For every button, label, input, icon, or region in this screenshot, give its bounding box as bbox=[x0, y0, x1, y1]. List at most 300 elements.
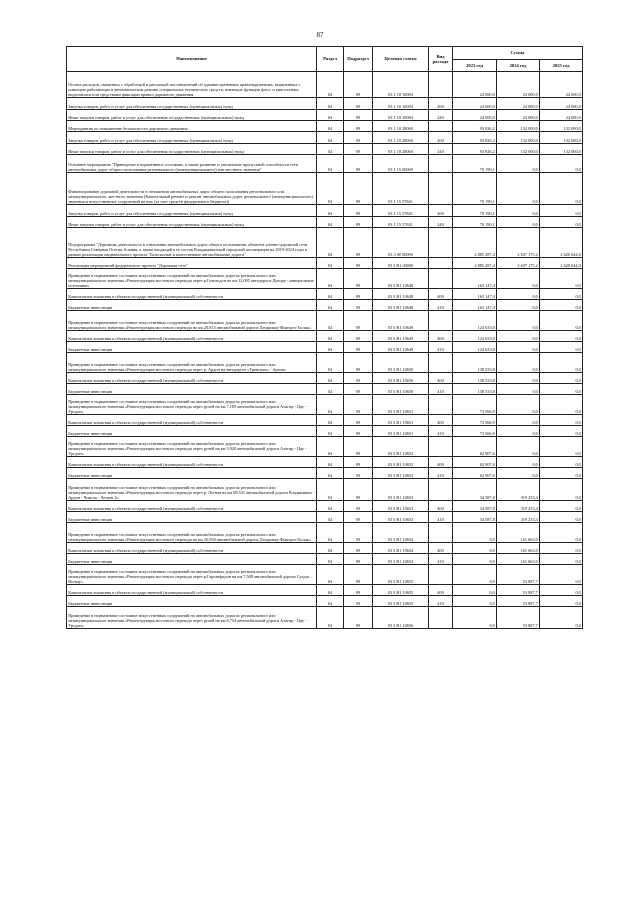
row-name: Приведение в нормативное состояние искусственных сооружений на автомобильных дорогах регионального или межмуниципального значения «Реконструкция мостового перехода через ручей на км 3,920 автомобильной дороги Алагир - Цау - Урсдон» bbox=[67, 437, 317, 457]
row-sum-2025: 0,0 bbox=[540, 554, 583, 565]
row-sum-2023: 163 147,4 bbox=[453, 300, 497, 311]
row-podrazdel: 09 bbox=[344, 437, 373, 457]
row-sum-2023: 0,0 bbox=[453, 554, 497, 565]
row-vid: 400 bbox=[429, 415, 453, 426]
row-vid: 410 bbox=[429, 596, 453, 607]
row-sum-2023: 62 907,6 bbox=[453, 468, 497, 479]
row-podrazdel: 09 bbox=[344, 342, 373, 353]
row-sum-2024: 0,0 bbox=[497, 373, 540, 384]
table-row bbox=[67, 501, 583, 512]
row-sum-2024: 2 637 175,2 bbox=[497, 228, 540, 258]
row-name: Капитальные вложения в объекты государственной (муниципальной) собственности bbox=[67, 373, 317, 384]
header-vid: Вид расхода bbox=[429, 47, 453, 72]
row-target: 03 3 R1 10653 bbox=[373, 512, 429, 523]
row-podrazdel: 09 bbox=[344, 289, 373, 300]
row-vid bbox=[429, 258, 453, 269]
row-sum-2024: 132 000,0 bbox=[497, 121, 540, 132]
row-vid: 410 bbox=[429, 342, 453, 353]
row-vid: 200 bbox=[429, 98, 453, 110]
row-razdel: 04 bbox=[317, 132, 344, 144]
row-sum-2024: 53 887,7 bbox=[497, 596, 540, 607]
row-vid: 200 bbox=[429, 205, 453, 217]
row-sum-2023: 62 907,6 bbox=[453, 437, 497, 457]
row-razdel: 04 bbox=[317, 373, 344, 384]
row-target: 03 3 R1 10652 bbox=[373, 468, 429, 479]
table-row bbox=[67, 457, 583, 468]
header-year-2025: 2025 год bbox=[540, 60, 583, 72]
row-sum-2025: 0,0 bbox=[540, 415, 583, 426]
row-vid: 240 bbox=[429, 217, 453, 228]
row-podrazdel: 09 bbox=[344, 501, 373, 512]
row-sum-2023: 73 566,9 bbox=[453, 395, 497, 415]
row-podrazdel: 09 bbox=[344, 415, 373, 426]
row-razdel: 04 bbox=[317, 258, 344, 269]
row-sum-2023: 0,0 bbox=[453, 565, 497, 585]
table-row bbox=[67, 228, 583, 258]
row-podrazdel: 09 bbox=[344, 607, 373, 629]
row-sum-2025: 0,0 bbox=[540, 373, 583, 384]
row-name: Приведение в нормативное состояние искусственных сооружений на автомобильных дорогах регионального или межмуниципального значения «Реконструкция мостового перехода через р.Гарганфидон на км 7,508 автомобильной дороги Суадаг – Ногкау» bbox=[67, 565, 317, 585]
row-name: Приведение в нормативное состояние искусственных сооружений на автомобильных дорогах регионального или межмуниципального значения «Реконструкция мостового перехода через р. Лесная на км 88,531 автомобильной дороги Владикавказ - Ардон - Чикола - Лескен 2» bbox=[67, 479, 317, 501]
row-vid bbox=[429, 565, 453, 585]
row-target: 03 3 R1 10652 bbox=[373, 437, 429, 457]
row-sum-2025: 0,0 bbox=[540, 205, 583, 217]
row-name: Бюджетные инвестиции bbox=[67, 342, 317, 353]
row-target: 03 3 R1 10652 bbox=[373, 457, 429, 468]
table-row bbox=[67, 269, 583, 289]
row-name: Приведение в нормативное состояние искусственных сооружений на автомобильных дорогах регионального или межмуниципального значения «Реконструкция мостового перехода через р.Гизельдон на км 12,005 автодороги Дигора - минеральные источники» bbox=[67, 269, 317, 289]
row-sum-2025: 0,0 bbox=[540, 437, 583, 457]
table-row bbox=[67, 205, 583, 217]
row-razdel: 04 bbox=[317, 269, 344, 289]
table-row bbox=[67, 155, 583, 173]
row-sum-2025: 132 000,0 bbox=[540, 121, 583, 132]
row-vid bbox=[429, 155, 453, 173]
row-name: Бюджетные инвестиции bbox=[67, 512, 317, 523]
row-target: 03 3 R1 10655 bbox=[373, 585, 429, 596]
row-sum-2025: 0,0 bbox=[540, 217, 583, 228]
table-row bbox=[67, 110, 583, 121]
row-sum-2023: 163 147,4 bbox=[453, 289, 497, 300]
header-razdel: Раздел bbox=[317, 47, 344, 72]
row-sum-2023: 70 190,1 bbox=[453, 155, 497, 173]
table-row bbox=[67, 311, 583, 331]
table-row bbox=[67, 437, 583, 457]
row-podrazdel: 09 bbox=[344, 523, 373, 543]
row-target: 03 1 15 57841 bbox=[373, 217, 429, 228]
row-razdel: 04 bbox=[317, 205, 344, 217]
row-sum-2024: 0,0 bbox=[497, 468, 540, 479]
row-razdel: 04 bbox=[317, 155, 344, 173]
table-row bbox=[67, 596, 583, 607]
row-razdel: 04 bbox=[317, 98, 344, 110]
row-name: Капитальные вложения в объекты государственной (муниципальной) собственности bbox=[67, 415, 317, 426]
row-razdel: 04 bbox=[317, 144, 344, 155]
table-row bbox=[67, 585, 583, 596]
row-sum-2024: 24 000,0 bbox=[497, 110, 540, 121]
row-razdel: 04 bbox=[317, 289, 344, 300]
row-razdel: 04 bbox=[317, 173, 344, 205]
row-vid: 400 bbox=[429, 501, 453, 512]
row-name: Бюджетные инвестиции bbox=[67, 300, 317, 311]
row-razdel: 04 bbox=[317, 479, 344, 501]
row-sum-2025: 0,0 bbox=[540, 565, 583, 585]
row-name: Бюджетные инвестиции bbox=[67, 596, 317, 607]
row-sum-2025: 0,0 bbox=[540, 173, 583, 205]
row-target: 03 1 15 57841 bbox=[373, 205, 429, 217]
row-sum-2023: 138 535,8 bbox=[453, 384, 497, 395]
row-name: Иные закупки товаров, работ и услуг для обеспечения государственных (муниципальных) нужд bbox=[67, 110, 317, 121]
row-sum-2025: 0,0 bbox=[540, 269, 583, 289]
table-row bbox=[67, 373, 583, 384]
row-target: 03 3 R1 10649 bbox=[373, 342, 429, 353]
row-razdel: 04 bbox=[317, 217, 344, 228]
row-podrazdel: 09 bbox=[344, 512, 373, 523]
row-target: 03 3 R1 10653 bbox=[373, 479, 429, 501]
row-sum-2023: 24 000,0 bbox=[453, 72, 497, 98]
row-sum-2024: 161 663,0 bbox=[497, 523, 540, 543]
row-sum-2023: 70 190,1 bbox=[453, 217, 497, 228]
row-razdel: 04 bbox=[317, 457, 344, 468]
row-name: Капитальные вложения в объекты государственной (муниципальной) собственности bbox=[67, 501, 317, 512]
row-vid: 410 bbox=[429, 512, 453, 523]
row-podrazdel: 09 bbox=[344, 300, 373, 311]
row-target: 03 1 10 28060 bbox=[373, 132, 429, 144]
row-podrazdel: 09 bbox=[344, 217, 373, 228]
row-sum-2024: 319 233,4 bbox=[497, 501, 540, 512]
row-razdel: 04 bbox=[317, 585, 344, 596]
row-name: Основное мероприятие "Приведение в нормативное состояние, а также развитие и увеличение пропускной способности сети автомобильных дорог общего пользования регионального (межмуниципального) или местного значения" bbox=[67, 155, 317, 173]
row-name: Капитальные вложения в объекты государственной (муниципальной) собственности bbox=[67, 289, 317, 300]
row-podrazdel: 09 bbox=[344, 565, 373, 585]
row-sum-2024: 0,0 bbox=[497, 269, 540, 289]
row-target: 03 3 R1 10651 bbox=[373, 426, 429, 437]
row-sum-2025: 0,0 bbox=[540, 585, 583, 596]
table-row bbox=[67, 565, 583, 585]
row-sum-2024: 53 887,7 bbox=[497, 585, 540, 596]
row-vid bbox=[429, 437, 453, 457]
row-razdel: 04 bbox=[317, 300, 344, 311]
row-target: 03 1 10 28060 bbox=[373, 144, 429, 155]
row-sum-2023: 93 826,2 bbox=[453, 144, 497, 155]
row-sum-2023: 2 885 287,4 bbox=[453, 228, 497, 258]
table-row bbox=[67, 543, 583, 554]
row-podrazdel: 09 bbox=[344, 596, 373, 607]
row-sum-2025: 0,0 bbox=[540, 468, 583, 479]
row-razdel: 04 bbox=[317, 384, 344, 395]
row-sum-2025: 0,0 bbox=[540, 384, 583, 395]
row-podrazdel: 09 bbox=[344, 426, 373, 437]
row-sum-2024: 0,0 bbox=[497, 217, 540, 228]
row-target: 03 3 R1 10650 bbox=[373, 384, 429, 395]
row-sum-2024: 0,0 bbox=[497, 205, 540, 217]
row-sum-2023: 93 826,2 bbox=[453, 132, 497, 144]
row-podrazdel: 09 bbox=[344, 121, 373, 132]
row-target: 03 3 R1 10650 bbox=[373, 373, 429, 384]
row-razdel: 04 bbox=[317, 121, 344, 132]
row-sum-2025: 132 000,0 bbox=[540, 132, 583, 144]
row-sum-2025: 24 000,0 bbox=[540, 98, 583, 110]
row-name: Бюджетные инвестиции bbox=[67, 426, 317, 437]
table-header bbox=[67, 47, 583, 72]
row-sum-2023: 34 587,8 bbox=[453, 501, 497, 512]
row-sum-2024: 24 000,0 bbox=[497, 98, 540, 110]
table-row bbox=[67, 300, 583, 311]
row-sum-2023: 62 907,6 bbox=[453, 457, 497, 468]
row-vid: 240 bbox=[429, 110, 453, 121]
row-podrazdel: 09 bbox=[344, 205, 373, 217]
row-vid: 410 bbox=[429, 554, 453, 565]
row-sum-2024: 0,0 bbox=[497, 437, 540, 457]
row-vid: 400 bbox=[429, 543, 453, 554]
row-sum-2023: 138 535,8 bbox=[453, 373, 497, 384]
row-sum-2025: 0,0 bbox=[540, 479, 583, 501]
header-sum: Сумма bbox=[453, 47, 583, 60]
row-name: Приведение в нормативное состояние искусственных сооружений на автомобильных дорогах регионального или межмуниципального значения «Реконструкция мостового перехода на км 26,930 автомобильной дороги Дзуарикау-Фиагдон-Хилак» bbox=[67, 523, 317, 543]
row-sum-2024: 319 233,4 bbox=[497, 479, 540, 501]
row-sum-2025: 0,0 bbox=[540, 596, 583, 607]
row-razdel: 04 bbox=[317, 607, 344, 629]
row-razdel: 04 bbox=[317, 523, 344, 543]
row-sum-2023: 34 587,8 bbox=[453, 479, 497, 501]
row-sum-2024: 53 887,7 bbox=[497, 565, 540, 585]
row-sum-2025: 0,0 bbox=[540, 353, 583, 373]
row-vid: 400 bbox=[429, 457, 453, 468]
row-podrazdel: 09 bbox=[344, 457, 373, 468]
table-row bbox=[67, 217, 583, 228]
row-sum-2024: 0,0 bbox=[497, 395, 540, 415]
row-sum-2025: 0,0 bbox=[540, 311, 583, 331]
row-podrazdel: 09 bbox=[344, 331, 373, 342]
row-podrazdel: 09 bbox=[344, 311, 373, 331]
table-row bbox=[67, 554, 583, 565]
table-row bbox=[67, 415, 583, 426]
table-row bbox=[67, 353, 583, 373]
header-year-2023: 2023 год bbox=[453, 60, 497, 72]
row-podrazdel: 09 bbox=[344, 395, 373, 415]
row-sum-2023: 0,0 bbox=[453, 543, 497, 554]
row-vid: 200 bbox=[429, 132, 453, 144]
row-name: Иные закупки товаров, работ и услуг для обеспечения государственных (муниципальных) нужд bbox=[67, 217, 317, 228]
row-target: 03 3 R1 10654 bbox=[373, 543, 429, 554]
row-razdel: 04 bbox=[317, 468, 344, 479]
table-row bbox=[67, 258, 583, 269]
row-sum-2025: 132 000,0 bbox=[540, 144, 583, 155]
table-row bbox=[67, 607, 583, 629]
row-vid: 410 bbox=[429, 300, 453, 311]
row-name: Мероприятия по повышению безопасности дорожного движения bbox=[67, 121, 317, 132]
row-sum-2024: 0,0 bbox=[497, 457, 540, 468]
row-sum-2024: 0,0 bbox=[497, 300, 540, 311]
row-podrazdel: 09 bbox=[344, 144, 373, 155]
row-name: Приведение в нормативное состояние искусственных сооружений на автомобильных дорогах регионального или межмуниципального значения «Реконструкция мостового перехода через ручей на км 8,754 автомобильной дороги Алагир - Цау - Урсдон» bbox=[67, 607, 317, 629]
row-sum-2025: 0,0 bbox=[540, 300, 583, 311]
row-vid bbox=[429, 523, 453, 543]
row-name: Реализация мероприятий федерального проекта "Дорожная сеть" bbox=[67, 258, 317, 269]
row-vid: 400 bbox=[429, 331, 453, 342]
row-podrazdel: 09 bbox=[344, 373, 373, 384]
table-row bbox=[67, 523, 583, 543]
row-sum-2025: 0,0 bbox=[540, 457, 583, 468]
row-razdel: 04 bbox=[317, 437, 344, 457]
header-target: Целевая статья bbox=[373, 47, 429, 72]
row-target: 03 3 00 00000 bbox=[373, 228, 429, 258]
row-sum-2023: 73 566,9 bbox=[453, 415, 497, 426]
row-podrazdel: 09 bbox=[344, 468, 373, 479]
row-podrazdel: 09 bbox=[344, 384, 373, 395]
row-sum-2024: 319 233,4 bbox=[497, 512, 540, 523]
row-target: 03 1 10 28060 bbox=[373, 121, 429, 132]
row-target: 03 3 R1 00000 bbox=[373, 258, 429, 269]
row-sum-2025: 24 000,0 bbox=[540, 72, 583, 98]
row-sum-2023: 24 000,0 bbox=[453, 98, 497, 110]
row-sum-2024: 0,0 bbox=[497, 426, 540, 437]
row-sum-2023: 24 000,0 bbox=[453, 110, 497, 121]
row-name: Бюджетные инвестиции bbox=[67, 554, 317, 565]
table-body bbox=[67, 72, 583, 629]
row-sum-2024: 24 000,0 bbox=[497, 72, 540, 98]
row-vid bbox=[429, 395, 453, 415]
row-podrazdel: 09 bbox=[344, 585, 373, 596]
row-podrazdel: 09 bbox=[344, 554, 373, 565]
table-row bbox=[67, 468, 583, 479]
row-sum-2024: 0,0 bbox=[497, 353, 540, 373]
table-row bbox=[67, 512, 583, 523]
row-sum-2023: 163 147,4 bbox=[453, 269, 497, 289]
row-vid bbox=[429, 269, 453, 289]
row-vid: 410 bbox=[429, 384, 453, 395]
row-vid bbox=[429, 121, 453, 132]
row-podrazdel: 09 bbox=[344, 543, 373, 554]
row-sum-2025: 0,0 bbox=[540, 395, 583, 415]
row-razdel: 04 bbox=[317, 331, 344, 342]
row-vid bbox=[429, 607, 453, 629]
table-row bbox=[67, 395, 583, 415]
row-target: 03 1 15 57841 bbox=[373, 173, 429, 205]
header-year-2024: 2024 год bbox=[497, 60, 540, 72]
row-sum-2025: 0,0 bbox=[540, 426, 583, 437]
row-sum-2023: 2 885 287,4 bbox=[453, 258, 497, 269]
row-name: Закупка товаров, работ и услуг для обеспечения государственных (муниципальных) нужд bbox=[67, 132, 317, 144]
row-sum-2025: 0,0 bbox=[540, 543, 583, 554]
row-target: 03 1 10 10084 bbox=[373, 98, 429, 110]
budget-table bbox=[66, 46, 583, 629]
row-name: Финансирование дорожной деятельности в отношении автомобильных дорог общего пользования регионального или межмуниципального, местного значения (Капитальный ремонт и ремонт автомобильных дорог регионального (межмуниципального) значения и искусственных сооружений на них (за счет средств федерального бюджета)) bbox=[67, 173, 317, 205]
row-vid bbox=[429, 479, 453, 501]
row-razdel: 04 bbox=[317, 342, 344, 353]
row-target: 03 3 R1 10656 bbox=[373, 607, 429, 629]
row-target: 03 3 R1 10654 bbox=[373, 554, 429, 565]
row-target: 03 3 R1 10648 bbox=[373, 269, 429, 289]
table-row bbox=[67, 331, 583, 342]
row-razdel: 04 bbox=[317, 353, 344, 373]
row-sum-2023: 73 566,9 bbox=[453, 426, 497, 437]
row-sum-2023: 124 633,0 bbox=[453, 311, 497, 331]
row-target: 03 3 R1 10649 bbox=[373, 311, 429, 331]
row-target: 03 3 R1 10655 bbox=[373, 565, 429, 585]
row-sum-2023: 70 190,1 bbox=[453, 205, 497, 217]
row-name: Оплата расходов, связанных с обработкой и рассылкой постановлений об административных правонарушениях, выявленных с помощью работающих в автоматическом режиме специальных технических средств, имеющих функции фото- и киносъемки, видеозаписи или средствами фиксации правил дорожного движения bbox=[67, 72, 317, 98]
row-sum-2025: 0,0 bbox=[540, 512, 583, 523]
row-vid: 410 bbox=[429, 468, 453, 479]
row-razdel: 04 bbox=[317, 501, 344, 512]
row-sum-2024: 0,0 bbox=[497, 173, 540, 205]
row-target: 03 3 R1 10648 bbox=[373, 300, 429, 311]
row-sum-2023: 0,0 bbox=[453, 585, 497, 596]
row-sum-2024: 53 887,7 bbox=[497, 607, 540, 629]
table-row bbox=[67, 426, 583, 437]
row-target: 03 3 R1 10654 bbox=[373, 523, 429, 543]
row-sum-2025: 0,0 bbox=[540, 523, 583, 543]
row-razdel: 04 bbox=[317, 415, 344, 426]
row-podrazdel: 09 bbox=[344, 258, 373, 269]
row-sum-2024: 161 663,0 bbox=[497, 543, 540, 554]
row-sum-2025: 2 620 644,0 bbox=[540, 228, 583, 258]
row-vid: 240 bbox=[429, 144, 453, 155]
row-vid: 400 bbox=[429, 373, 453, 384]
row-target: 03 1 10 10084 bbox=[373, 72, 429, 98]
row-sum-2024: 132 000,0 bbox=[497, 144, 540, 155]
row-sum-2024: 161 663,0 bbox=[497, 554, 540, 565]
row-target: 03 3 R1 10651 bbox=[373, 395, 429, 415]
row-sum-2023: 138 535,8 bbox=[453, 353, 497, 373]
table-row bbox=[67, 98, 583, 110]
row-name: Капитальные вложения в объекты государственной (муниципальной) собственности bbox=[67, 585, 317, 596]
row-vid: 410 bbox=[429, 426, 453, 437]
row-sum-2024: 0,0 bbox=[497, 155, 540, 173]
row-sum-2025: 0,0 bbox=[540, 289, 583, 300]
row-podrazdel: 09 bbox=[344, 479, 373, 501]
row-podrazdel: 09 bbox=[344, 110, 373, 121]
row-name: Приведение в нормативное состояние искусственных сооружений на автомобильных дорогах регионального или межмуниципального значения «Реконструкция мостового перехода на км 20,815 автомобильной дороги Дзуарикау-Фиагдон-Хилак» bbox=[67, 311, 317, 331]
table-row bbox=[67, 144, 583, 155]
row-podrazdel: 09 bbox=[344, 173, 373, 205]
row-razdel: 04 bbox=[317, 426, 344, 437]
table-row bbox=[67, 173, 583, 205]
row-sum-2025: 0,0 bbox=[540, 607, 583, 629]
table-row bbox=[67, 121, 583, 132]
row-sum-2024: 0,0 bbox=[497, 311, 540, 331]
row-vid bbox=[429, 228, 453, 258]
row-razdel: 04 bbox=[317, 311, 344, 331]
page-number: 87 bbox=[316, 31, 324, 39]
row-sum-2025: 0,0 bbox=[540, 331, 583, 342]
row-sum-2024: 0,0 bbox=[497, 331, 540, 342]
row-sum-2023: 124 633,0 bbox=[453, 331, 497, 342]
row-sum-2023: 0,0 bbox=[453, 523, 497, 543]
row-razdel: 04 bbox=[317, 72, 344, 98]
row-vid: 400 bbox=[429, 585, 453, 596]
row-razdel: 04 bbox=[317, 543, 344, 554]
row-sum-2023: 0,0 bbox=[453, 596, 497, 607]
row-name: Капитальные вложения в объекты государственной (муниципальной) собственности bbox=[67, 331, 317, 342]
row-name: Приведение в нормативное состояние искусственных сооружений на автомобильных дорогах регионального или межмуниципального значения «Реконструкция мостового перехода через ручей на км 7,185 автомобильной дороги Алагир - Цау - Урсдон» bbox=[67, 395, 317, 415]
row-vid: 400 bbox=[429, 289, 453, 300]
row-name: Закупка товаров, работ и услуг для обеспечения государственных (муниципальных) нужд bbox=[67, 98, 317, 110]
row-target: 03 3 R1 10649 bbox=[373, 331, 429, 342]
row-target: 03 3 R1 10648 bbox=[373, 289, 429, 300]
row-podrazdel: 09 bbox=[344, 353, 373, 373]
row-target: 03 3 R1 10653 bbox=[373, 501, 429, 512]
row-podrazdel: 09 bbox=[344, 228, 373, 258]
row-razdel: 04 bbox=[317, 512, 344, 523]
row-sum-2023: 70 190,1 bbox=[453, 173, 497, 205]
row-podrazdel: 09 bbox=[344, 269, 373, 289]
row-name: Бюджетные инвестиции bbox=[67, 468, 317, 479]
row-target: 03 1 15 00000 bbox=[373, 155, 429, 173]
table-row bbox=[67, 479, 583, 501]
row-podrazdel: 09 bbox=[344, 72, 373, 98]
